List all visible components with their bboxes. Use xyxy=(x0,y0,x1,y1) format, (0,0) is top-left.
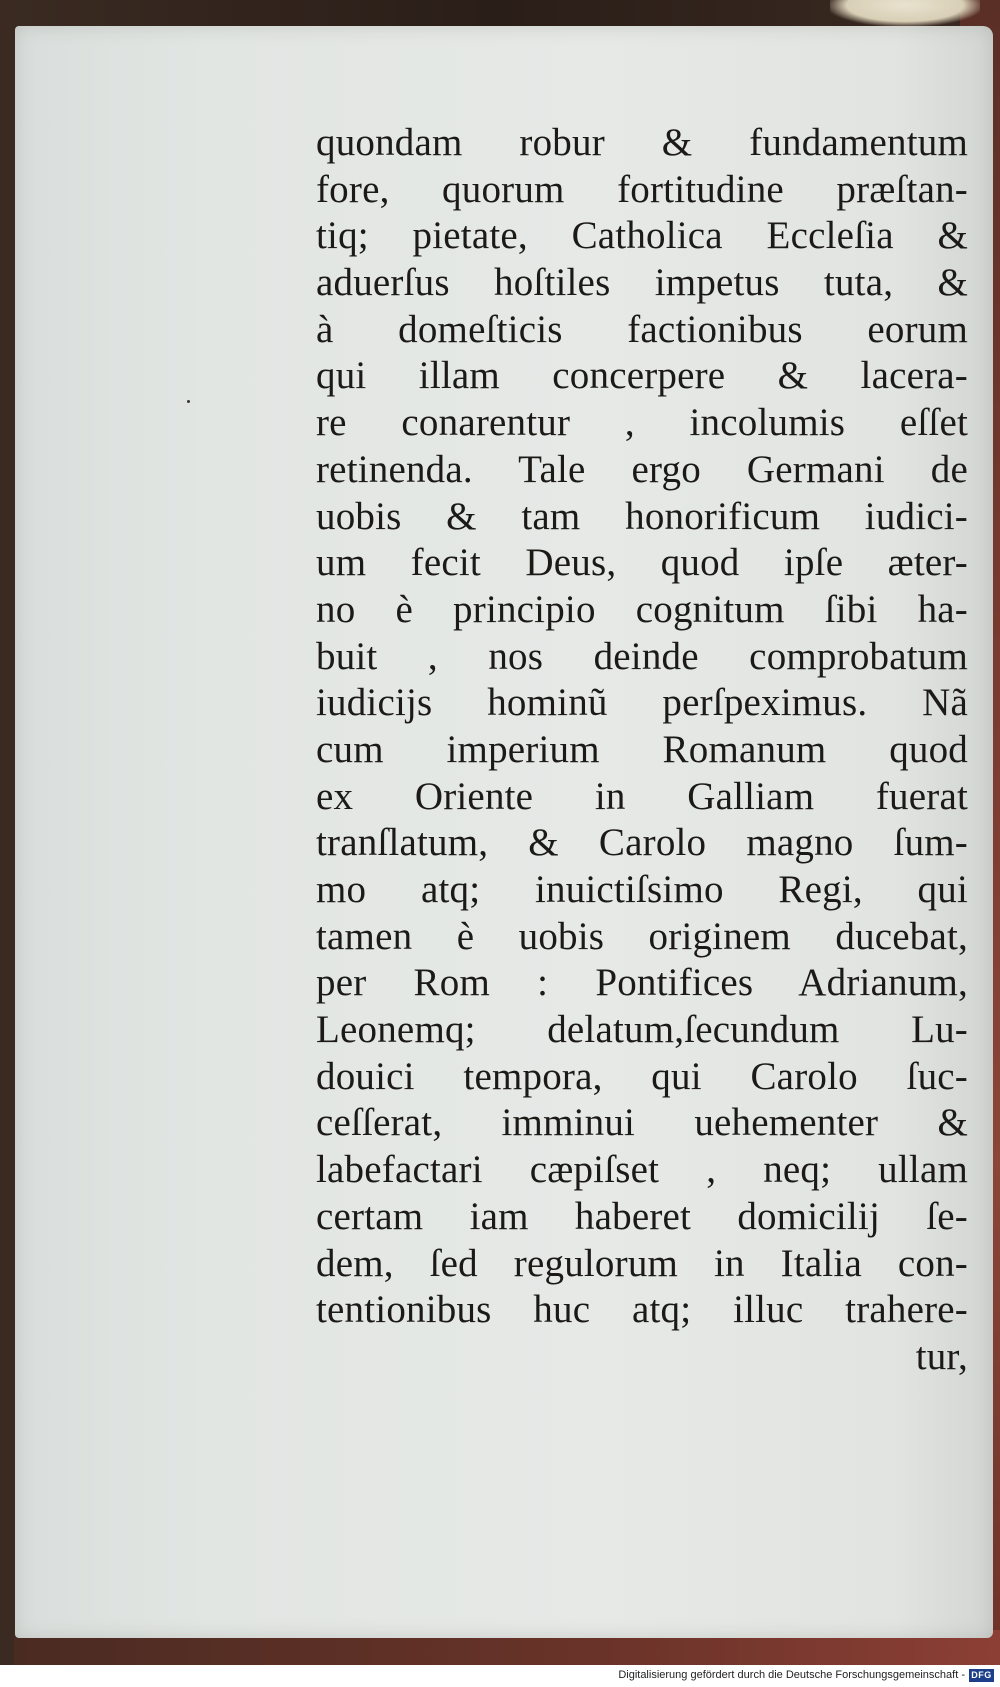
ink-speck xyxy=(187,400,190,403)
text-line: Leonemq; delatum,ſecundum Lu- xyxy=(316,1008,968,1052)
text-line: no è principio cognitum ſibi ha- xyxy=(316,587,968,631)
text-line: re conarentur , incolumis eſſet xyxy=(316,401,968,445)
text-line: tamen è uobis originem ducebat, xyxy=(316,914,968,958)
text-line: aduerſus hoſtiles impetus tuta, & xyxy=(316,261,968,305)
funding-credit: Digitalisierung gefördert durch die Deutsche Forschungsgemeinschaft - xyxy=(618,1669,965,1681)
text-line: uobis & tam honorificum iudici- xyxy=(316,494,968,538)
text-line: ceſſerat, imminui uehementer & xyxy=(316,1101,968,1145)
text-line: douici tempora, qui Carolo ſuc- xyxy=(316,1054,968,1098)
catchword: tur, xyxy=(915,1334,968,1378)
dfg-logo: DFG xyxy=(969,1669,994,1682)
text-line: cum imperium Romanum quod xyxy=(316,727,968,771)
text-line: à domeſticis factionibus eorum xyxy=(316,307,968,351)
text-line: retinenda. Tale ergo Germani de xyxy=(316,447,968,491)
paper-remnant xyxy=(830,0,980,26)
text-line: labefactari cæpiſset , neq; ullam xyxy=(316,1148,968,1192)
footer-bar xyxy=(0,1665,1000,1687)
text-line: per Rom : Pontifices Adrianum, xyxy=(316,961,968,1005)
text-line: ex Oriente in Galliam fuerat xyxy=(316,774,968,818)
text-line: tiq; pietate, Catholica Eccleſia & xyxy=(316,214,968,258)
page-text xyxy=(316,120,968,1381)
text-line: certam iam haberet domicilij ſe- xyxy=(316,1194,968,1238)
text-line: tentionibus huc atq; illuc trahere- xyxy=(316,1288,968,1332)
text-line: tranſlatum, & Carolo magno ſum- xyxy=(316,821,968,865)
text-line: um fecit Deus, quod ipſe æter- xyxy=(316,541,968,585)
text-line: mo atq; inuictiſsimo Regi, qui xyxy=(316,868,968,911)
text-line: iudicijs hominũ perſpeximus. Nã xyxy=(316,681,968,725)
text-line: quondam robur & fundamentum xyxy=(316,121,968,164)
text-line: qui illam concerpere & lacera- xyxy=(316,354,968,398)
text-line: dem, ſed regulorum in Italia con- xyxy=(316,1241,968,1285)
text-line: buit , nos deinde comprobatum xyxy=(316,634,968,678)
text-line: fore, quorum fortitudine præſtan- xyxy=(316,167,968,211)
